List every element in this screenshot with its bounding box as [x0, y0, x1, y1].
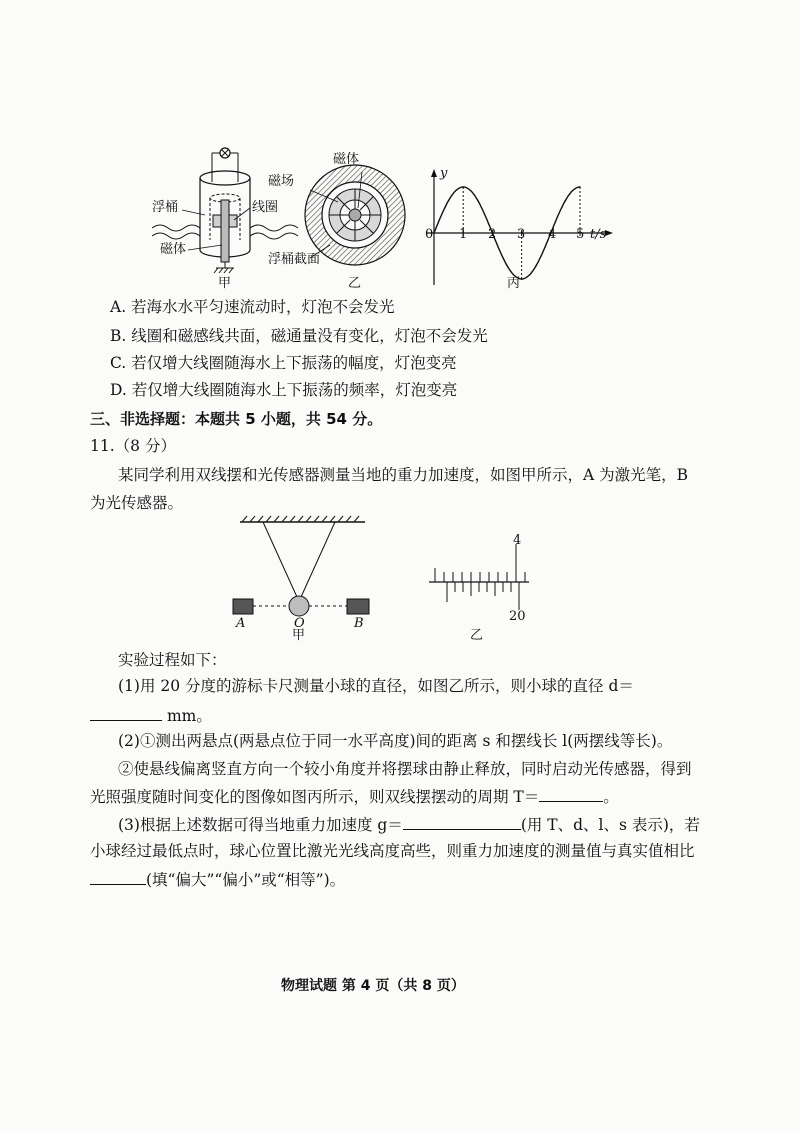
x-tick-1: 1 [459, 227, 468, 242]
section-title: 三、非选择题：本题共 5 小题，共 54 分。 [90, 410, 383, 428]
sine-point-9 [565, 200, 567, 202]
caliper-label-4: 4 [513, 533, 522, 548]
p3-line-2: 小球经过最低点时，球心位置比激光光线高度高些，则重力加速度的测量值与真实值相比 [90, 842, 695, 860]
y-axis-label: y [440, 166, 448, 181]
string-right [301, 522, 335, 597]
option-c: C. 若仅增大线圈随海水上下振荡的幅度，灯泡变亮 [110, 354, 457, 372]
q11-number: 11.（8 分） [90, 437, 176, 455]
p1-line-b-row [90, 705, 212, 726]
answer-blank-d[interactable] [90, 705, 162, 721]
sine-point-1 [448, 200, 450, 202]
p1-unit: mm。 [166, 707, 212, 725]
label-fu-tong: 浮桶 [152, 200, 179, 215]
q11-intro-1: 某同学利用双线摆和光传感器测量当地的重力加速度，如图甲所示，A 为激光笔，B [118, 466, 689, 484]
process-title: 实验过程如下： [118, 651, 227, 669]
label-xian-quan: 线圈 [252, 200, 279, 215]
sine-point-5 [506, 265, 508, 267]
caption-bing: 丙 [507, 276, 521, 291]
answer-blank-compare[interactable] [90, 869, 146, 885]
laser-a [233, 599, 253, 614]
p3-text-b: (用 T、d、l、s 表示)，若 [520, 816, 700, 834]
label-fu-tong-jie-mian: 浮桶截面 [268, 252, 321, 267]
p3-text-d: (填“偏大”“偏小”或“相等”)。 [146, 871, 346, 889]
label-b: B [354, 616, 364, 631]
p1-line-a: (1)用 20 分度的游标卡尺测量小球的直径，如图乙所示，则小球的直径 d＝ [118, 677, 634, 695]
x-tick-3: 3 [517, 227, 526, 242]
p2-line-3: 光照强度随时间变化的图像如图丙所示，则双线摆摆动的周期 T＝ [90, 788, 540, 806]
caption-yi-caliper: 乙 [470, 628, 484, 643]
label-a: A [236, 616, 246, 631]
string-left [263, 522, 297, 597]
sine-point-0 [433, 232, 435, 234]
p3-text-a: (3)根据上述数据可得当地重力加速度 g＝ [118, 816, 403, 834]
x-tick-2: 2 [488, 227, 497, 242]
sine-point-3 [477, 200, 479, 202]
label-ci-ti-jia: 磁体 [160, 242, 187, 257]
caption-jia-pendulum: 甲 [292, 628, 306, 643]
q11-intro-2: 为光传感器。 [90, 494, 184, 512]
p2-end: 。 [603, 788, 619, 806]
label-ci-chang: 磁场 [268, 174, 295, 189]
p3-line-1-row [118, 814, 700, 835]
label-o: O [294, 616, 305, 631]
sine-point-7 [535, 265, 537, 267]
option-a: A. 若海水水平匀速流动时，灯泡不会发光 [110, 298, 395, 316]
x-axis-unit: t/s [590, 227, 607, 242]
fig-bifilar-pendulum [225, 512, 405, 627]
fig-vernier-caliper [425, 540, 535, 615]
p3-line-3-row [90, 869, 345, 890]
caliper-label-20: 20 [509, 609, 526, 624]
answer-blank-t[interactable] [539, 786, 603, 802]
sensor-b [347, 599, 369, 614]
p2-line-2: ②使悬线偏离竖直方向一个较小角度并将摆球由静止释放，同时启动光传感器，得到 [118, 760, 692, 778]
p2-line-3-row [90, 786, 619, 807]
x-tick-5: 5 [576, 227, 585, 242]
option-b: B. 线圈和磁感线共面，磁通量没有变化，灯泡不会发光 [110, 327, 488, 345]
x-tick-4: 4 [548, 227, 557, 242]
x-tick-0: 0 [425, 227, 434, 242]
option-d: D. 若仅增大线圈随海水上下振荡的频率，灯泡变亮 [110, 381, 458, 399]
p2-line-1: (2)①测出两悬点(两悬点位于同一水平高度)间的距离 s 和摆线长 l(两摆线等长)。 [118, 732, 673, 750]
caption-jia-top: 甲 [218, 276, 232, 291]
caption-yi-top: 乙 [348, 276, 362, 291]
y-axis-arrow [431, 169, 437, 177]
pendulum-ball [289, 596, 309, 616]
answer-blank-g[interactable] [403, 814, 521, 830]
label-ci-ti-yi: 磁体 [333, 152, 360, 167]
page-footer: 物理试题 第 4 页（共 8 页） [281, 978, 465, 994]
